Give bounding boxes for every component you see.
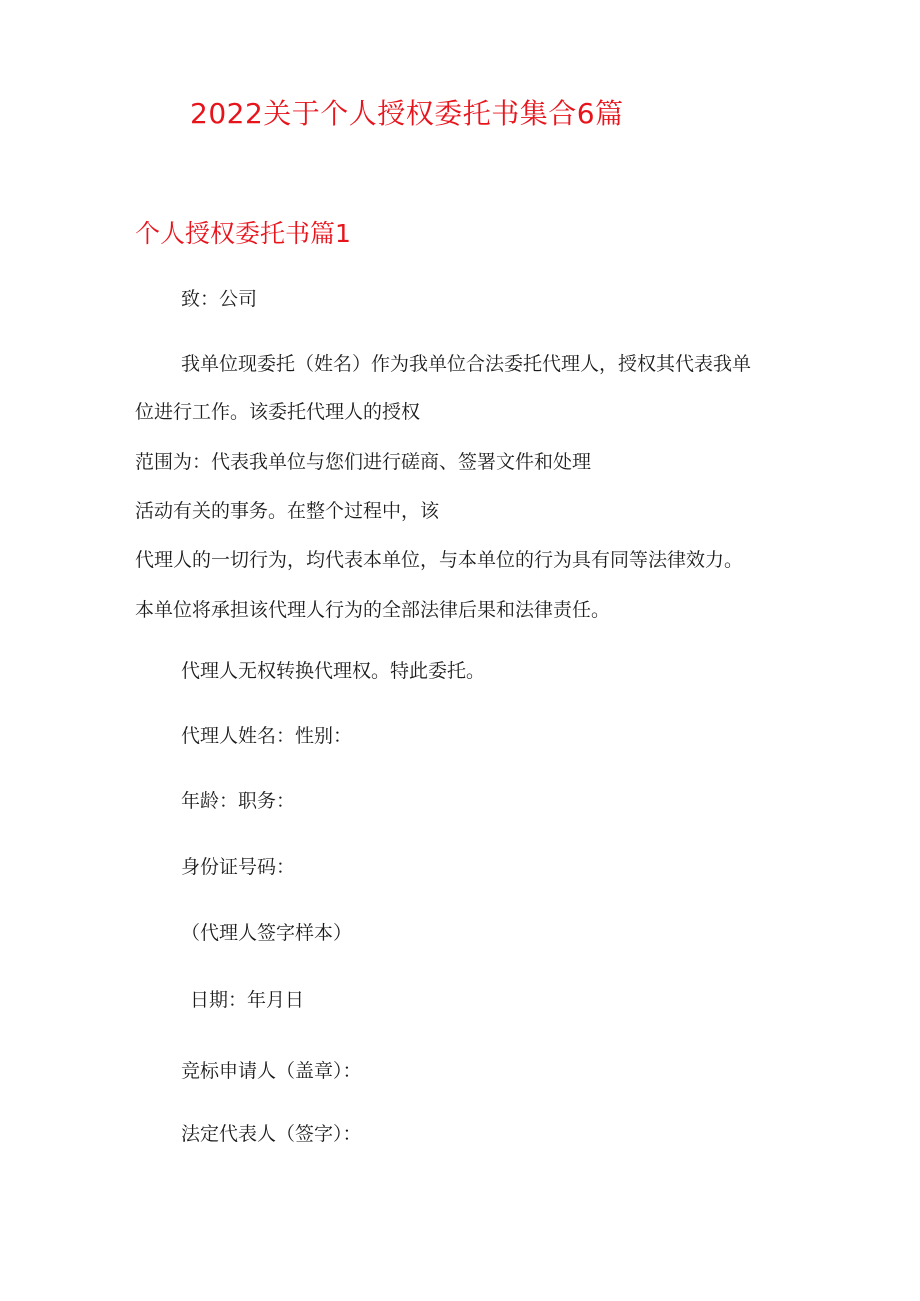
- document-title: 2022关于个人授权委托书集合6篇: [190, 97, 624, 130]
- body-line-3: 范围为：代表我单位与您们进行磋商、签署文件和处理: [135, 451, 592, 473]
- section-heading: 个人授权委托书篇1: [135, 219, 351, 248]
- agent-id-number-field: 身份证号码：: [181, 856, 296, 878]
- agent-name-gender-field: 代理人姓名：性别：: [181, 725, 353, 747]
- body-line-5: 代理人的一切行为，均代表本单位，与本单位的行为具有同等法律效力。: [135, 549, 744, 571]
- no-transfer-statement: 代理人无权转换代理权。特此委托。: [181, 660, 486, 682]
- agent-age-position-field: 年龄：职务：: [181, 790, 296, 812]
- addressee-line: 致：公司: [181, 288, 258, 310]
- body-line-6: 本单位将承担该代理人行为的全部法律后果和法律责任。: [135, 599, 611, 621]
- applicant-seal-field: 竞标申请人（盖章）：: [181, 1060, 362, 1082]
- legal-representative-sign-field: 法定代表人（签字）：: [181, 1123, 362, 1145]
- body-line-2: 位进行工作。该委托代理人的授权: [135, 401, 421, 423]
- body-line-1: 我单位现委托（姓名）作为我单位合法委托代理人，授权其代表我单: [181, 353, 752, 375]
- date-field: 日期：年月日: [190, 989, 305, 1011]
- agent-signature-sample: （代理人签字样本）: [181, 922, 353, 944]
- body-line-4: 活动有关的事务。在整个过程中，该: [135, 500, 440, 522]
